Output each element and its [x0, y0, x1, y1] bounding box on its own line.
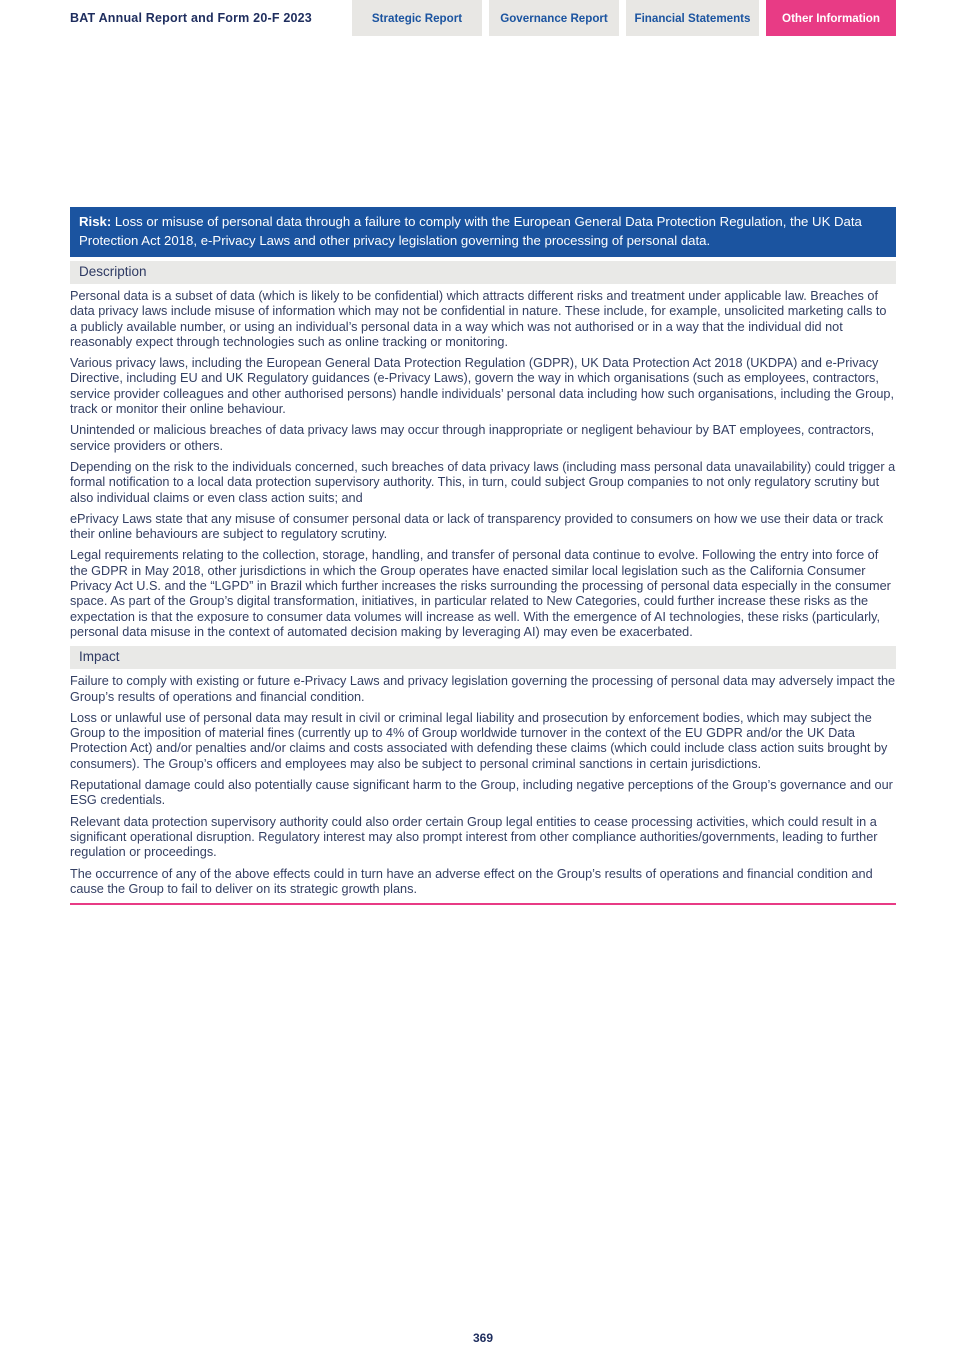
tab-governance-report[interactable]: Governance Report	[489, 0, 619, 36]
paragraph: Relevant data protection supervisory authority could also order certain Group legal entities to cease processing activities, which could result in a significant operational disruption. Regulatory interest may also prompt interest from other compliance authorities/governments, leading to further regulation or proceedings.	[70, 814, 878, 860]
page-header	[0, 0, 966, 36]
impact-section-body	[70, 674, 896, 897]
bottom-accent-rule	[70, 903, 896, 905]
paragraph: Depending on the risk to the individuals concerned, such breaches of data privacy laws (including mass personal data unavailability) could trigger a formal notification to a local data protection supervisory authority. This, in turn, could subject Group companies to not only regulatory scrutiny but also individual claims or even class action suits; and	[70, 459, 896, 505]
page-number: 369	[472, 1331, 494, 1345]
risk-article	[70, 207, 896, 905]
tab-financial-statements[interactable]: Financial Statements	[626, 0, 759, 36]
risk-title-banner	[70, 207, 896, 257]
paragraph: ePrivacy Laws state that any misuse of consumer personal data or lack of transparency provided to consumers on how we use their data or track their online behaviours are subject to regulatory scrutiny.	[70, 511, 884, 542]
tab-strategic-report[interactable]: Strategic Report	[352, 0, 482, 36]
paragraph: Various privacy laws, including the European General Data Protection Regulation (GDPR), UK Data Protection Act 2018 (UKDPA) and e-Privacy Directive, including EU and UK Regulatory guidances (e-Privacy Laws), govern the way in which organisations (such as employees, contractors, service provider colleagues and other authorised persons) handle individuals’ personal data including how such organisations, including the Group, track or monitor their online behaviour.	[70, 356, 895, 417]
description-section-heading: Description	[70, 261, 896, 284]
risk-label: Risk:	[79, 214, 112, 229]
section-tab-bar	[352, 0, 896, 36]
description-section-body	[70, 289, 896, 640]
paragraph: Failure to comply with existing or future e-Privacy Laws and privacy legislation governing the processing of personal data may adversely impact the Group’s results of operations and financial condition.	[70, 674, 896, 704]
impact-section-heading: Impact	[70, 646, 896, 669]
paragraph: The occurrence of any of the above effects could in turn have an adverse effect on the Group’s results of operations and financial condition and cause the Group to fail to deliver on its strategic growth plans.	[70, 866, 873, 896]
risk-title-text: Loss or misuse of personal data through a failure to comply with the European General Data Protection Regulation, the UK Data Protection Act 2018, e-Privacy Laws and other privacy legislation governing the processing of personal data.	[79, 214, 862, 248]
paragraph: Unintended or malicious breaches of data privacy laws may occur through inappropriate or negligent behaviour by BAT employees, contractors, service providers or others.	[70, 423, 875, 453]
report-title: BAT Annual Report and Form 20-F 2023	[70, 11, 312, 25]
paragraph: Legal requirements relating to the collection, storage, handling, and transfer of personal data continue to evolve. Following the entry into force of the GDPR in May 2018, other jurisdictions in which the Group operates have enacted similar local legislation such as the California Consumer Privacy Act U.S. and the “LGPD” in Brazil which further increases the risks surrounding the processing of personal data especially in the consumer space. As part of the Group’s digital transformation, initiatives, in particular related to New Categories, could further increase these risks as the expectation is that the exposure to consumer data volumes will increase as well. With the emergence of AI technologies, these risks (particularly, personal data misuse in the context of automated decision making by leveraging AI) may even be exacerbated.	[70, 548, 891, 639]
tab-other-information[interactable]: Other Information	[766, 0, 896, 36]
paragraph: Reputational damage could also potentially cause significant harm to the Group, including negative perceptions of the Group’s governance and our ESG credentials.	[70, 778, 893, 808]
paragraph: Loss or unlawful use of personal data may result in civil or criminal legal liability and prosecution by enforcement bodies, which may subject the Group to the imposition of material fines (currently up to 4% of Group worldwide turnover in the context of the EU GDPR and/or the UK Data Protection Act) and/or penalties and/or claims and costs associated with defending these claims (which could include class action suits brought by consumers). The Group’s officers and employees may also be subject to personal criminal sanctions in certain jurisdictions.	[70, 710, 888, 771]
paragraph: Personal data is a subset of data (which is likely to be confidential) which attracts different risks and treatment under applicable law. Breaches of data privacy laws include misuse of information which may not be confidential in nature. These include, for example, unsolicited marketing calls to a publicly available number, or using an individual’s personal data in a way which was not authorised or in a way that the individual did not reasonably expect through technologies such as online tracking or monitoring.	[70, 289, 887, 349]
